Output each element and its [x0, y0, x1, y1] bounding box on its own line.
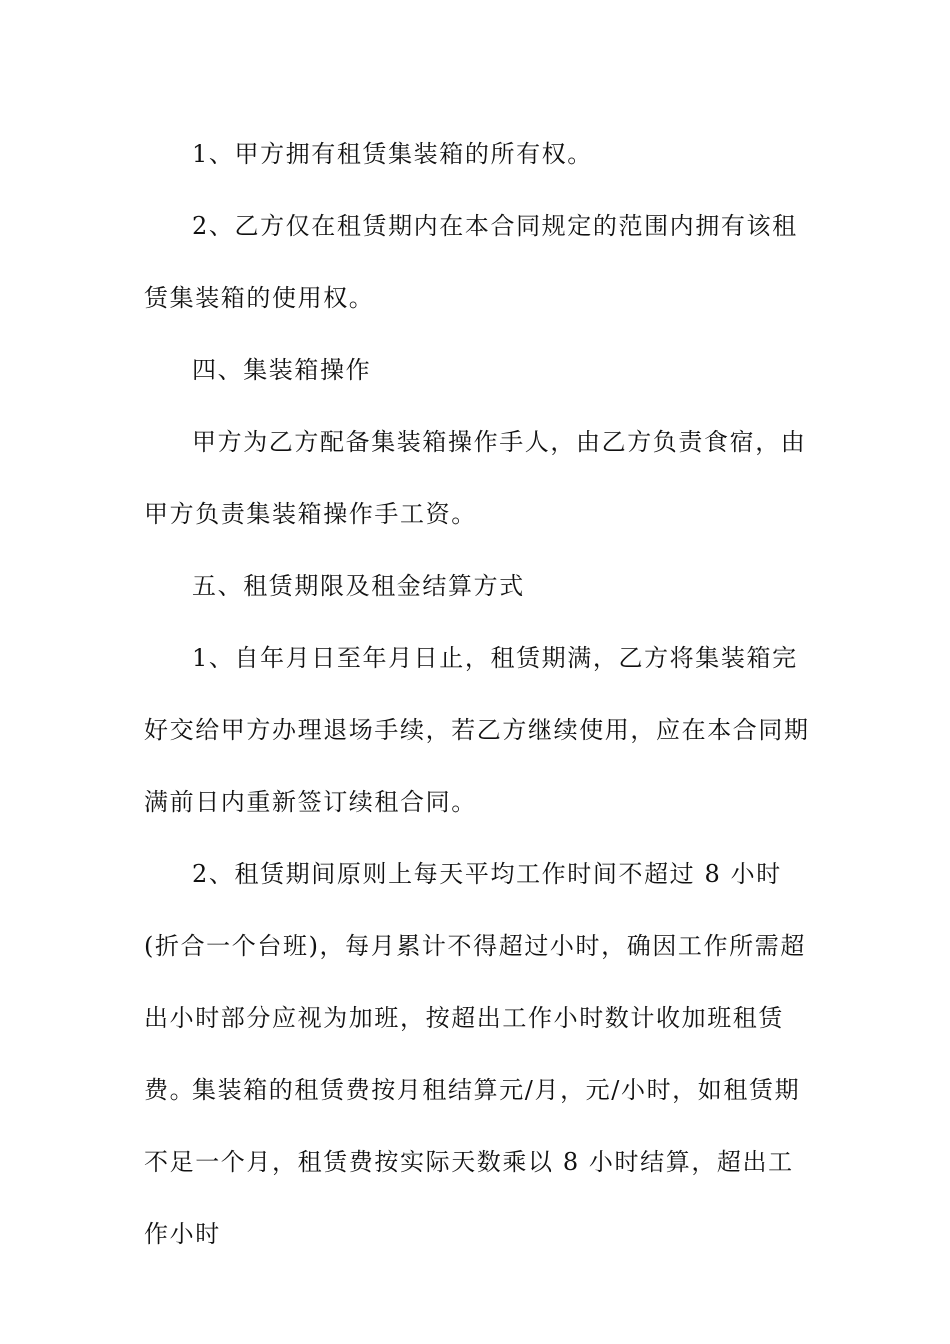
- clause-3-item-2: 2、乙方仅在租赁期内在本合同规定的范围内拥有该租赁集装箱的使用权。: [144, 212, 798, 312]
- section-heading-4: 四、集装箱操作: [192, 356, 372, 384]
- clause-5-item-1: 1、自年月日至年月日止，租赁期满，乙方将集装箱完好交给甲方办理退场手续，若乙方继续使用，应在本合同期满前日内重新签订续租合同。: [144, 644, 810, 816]
- clause-3-item-1: 1、甲方拥有租赁集装箱的所有权。: [192, 140, 593, 168]
- rental-fee-paragraph: 集装箱的租赁费按月租结算元/月，元/小时，如租赁期不足一个月，租赁费按实际天数乘以 8 小时结算，超出工作小时: [144, 1076, 801, 1248]
- section-heading-5: 五、租赁期限及租金结算方式: [192, 572, 525, 600]
- clause-4-body: 甲方为乙方配备集装箱操作手人，由乙方负责食宿，由甲方负责集装箱操作手工资。: [144, 428, 807, 528]
- clause-5-item-2: 2、租赁期间原则上每天平均工作时间不超过 8 小时(折合一个台班)，每月累计不得超过小时，确因工作所需超出小时部分应视为加班，按超出工作小时数计收加班租赁费。: [144, 860, 806, 1104]
